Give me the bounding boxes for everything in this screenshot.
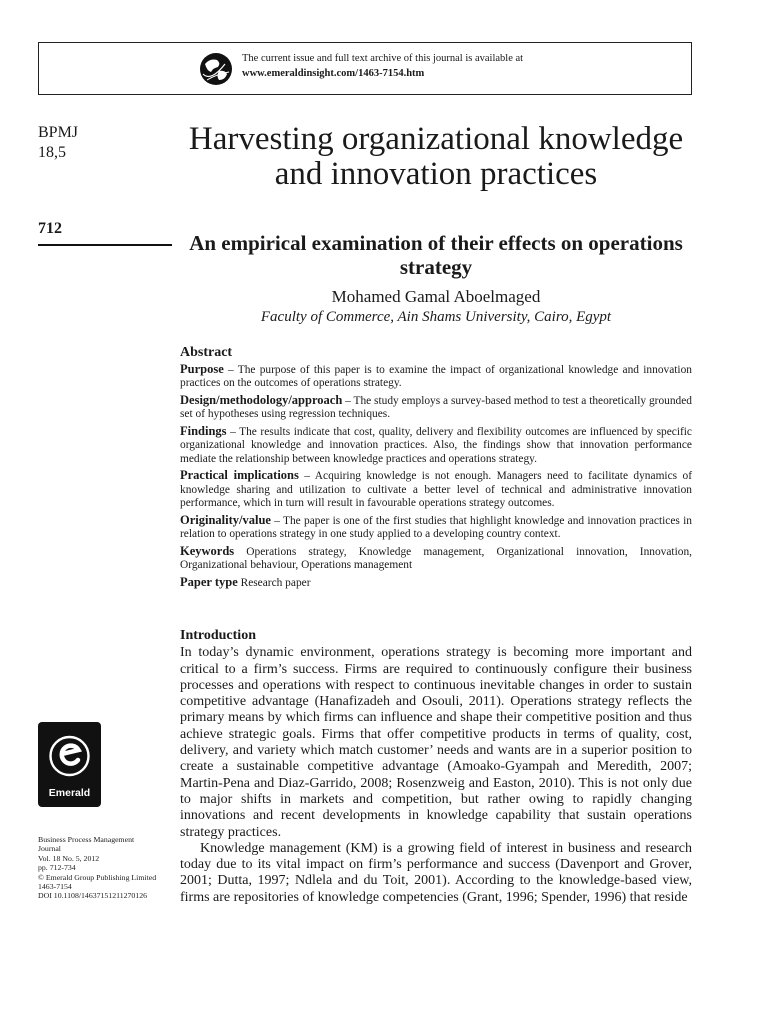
abstract-label: Paper type — [180, 574, 238, 589]
abstract-label: Findings — [180, 423, 227, 438]
banner-text: The current issue and full text archive of this journal is available at — [242, 53, 524, 64]
journal-abbrev: BPMJ — [38, 124, 79, 141]
abstract-design — [180, 394, 692, 422]
introduction-section — [180, 628, 692, 906]
abstract-findings — [180, 425, 692, 467]
author-name: Mohamed Gamal Aboelmaged — [331, 287, 541, 306]
journal-volume: 18,5 — [38, 144, 66, 161]
abstract-text: Research paper — [237, 576, 311, 589]
imprint-line: Business Process Management — [38, 835, 135, 844]
introduction-paragraph: Knowledge management (KM) is a growing field of interest in business and research today due to its vital impact on firm’s performance and success (Davenport and Grover, 2001; Dutta, 1997; Ndlela and du Toit, 2001). According to the knowledge-based view, firms are repositories of knowledge competencies (Grant, 1996; Spender, 1996) that reside — [180, 840, 692, 905]
journal-archive-banner — [38, 42, 692, 95]
abstract-text: – The study employs a survey-based method to test a theoretically grounded set of hypotheses using regression techniques. — [180, 394, 692, 420]
imprint-line: © Emerald Group Publishing Limited — [38, 872, 157, 882]
globe-icon — [199, 52, 233, 86]
introduction-heading: Introduction — [180, 628, 256, 643]
abstract-label: Originality/value — [180, 512, 271, 527]
abstract-label: Keywords — [180, 543, 235, 558]
imprint-line: Journal — [38, 844, 61, 854]
imprint-line: pp. 712-734 — [38, 863, 76, 873]
abstract-practical — [180, 469, 692, 511]
imprint-line: Vol. 18 No. 5, 2012 — [38, 853, 100, 863]
abstract-text: – The results indicate that cost, quality, delivery and flexibility outcomes are influenced by specific organizational knowledge and innovation practices. Also, the findings show that innovation performance mediate the relationship between knowledge practices and operations strategy. — [180, 425, 692, 465]
journal-url[interactable]: www.emeraldinsight.com/1463-7154.htm — [242, 68, 425, 79]
abstract-purpose — [180, 363, 692, 391]
imprint-line: DOI 10.1108/14637151211270126 — [38, 891, 148, 901]
abstract-text: Operations strategy, Knowledge management, Organizational innovation, Innovation, Organizational behaviour, Operations management — [180, 545, 692, 571]
author-affiliation: Faculty of Commerce, Ain Shams University, Cairo, Egypt — [260, 309, 612, 325]
abstract-label: Purpose — [180, 361, 224, 376]
abstract-heading: Abstract — [180, 345, 233, 360]
emerald-logo — [38, 722, 101, 807]
abstract — [180, 346, 692, 593]
logo-wordmark: Emerald — [48, 787, 91, 799]
abstract-label: Practical implications — [180, 468, 299, 482]
paper-title: Harvesting organizational knowledge and innovation practices — [188, 121, 684, 192]
abstract-text: – The purpose of this paper is to examine the impact of organizational knowledge and innovation practices on the outcomes of operations strategy. — [180, 363, 692, 389]
paper-subtitle: An empirical examination of their effects on operations strategy — [189, 231, 683, 279]
abstract-label: Design/methodology/approach — [180, 392, 343, 407]
abstract-paper-type — [180, 576, 692, 591]
publication-imprint — [38, 835, 178, 901]
imprint-line: 1463-7154 — [38, 882, 72, 892]
journal-info — [38, 123, 78, 163]
page-number: 712 — [38, 220, 62, 237]
abstract-keywords — [180, 545, 692, 573]
abstract-text: – The paper is one of the first studies that highlight knowledge and innovation practices in relation to operations strategy in one study applied to a developing country context. — [180, 514, 692, 540]
emerald-e-icon — [48, 730, 91, 782]
introduction-paragraph: In today’s dynamic environment, operations strategy is becoming more important and critical to a firm’s success. Firms are required to continuously configure their business processes and operations with respect to continuous inevitable changes in order to sustain competitive advantage (Hanafizadeh and Osouli, 2011). Operations strategy reflects the primary means by which firms can influence and shape their competitive position and thus achieve strategic goals. Firms that offer competitive products in terms of quality, cost, delivery, and variety which match customer’ needs and wants are in a superior position to create a sustainable competitive advantage (Amoako-Gyampah and Meredith, 2007; Martin-Pena and Diaz-Garrido, 2008; Rosenzweig and Easton, 2010). This is not only due to major shifts in markets and competition, but rather owing to rapidly changing innovations and recent developments in knowledge capability that sustain operations strategy practices. — [180, 645, 692, 840]
page-rule — [38, 244, 172, 246]
abstract-originality — [180, 514, 692, 542]
abstract-text: – Acquiring knowledge is not enough. Managers need to facilitate dynamics of knowledge sharing and utilization to cultivate a better level of technical and administrative innovation performance, which in turn will result in favourable operations strategy outcomes. — [180, 470, 692, 509]
